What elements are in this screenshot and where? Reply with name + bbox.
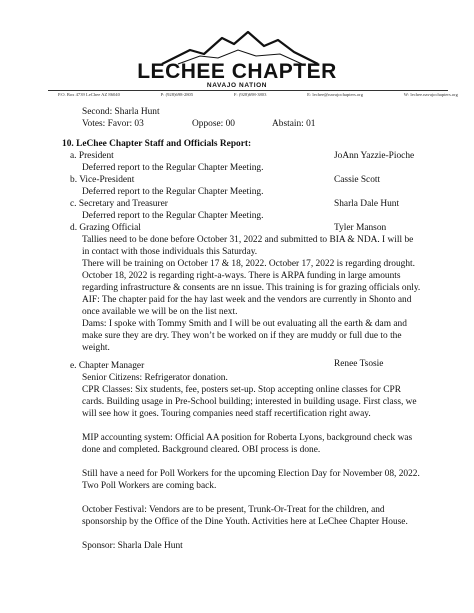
section-title: 10. LeChee Chapter Staff and Officials Report: <box>62 139 252 149</box>
manager-line: will see how it goes. Touring companies need staff recertification right away. <box>82 409 371 419</box>
chapter-name: LECHEE CHAPTER <box>137 60 337 83</box>
votes-favor: Votes: Favor: 03 <box>82 119 144 129</box>
sponsor-line: Sponsor: Sharla Dale Hunt <box>82 541 183 551</box>
poll-line: Still have a need for Poll Workers for the upcoming Election Day for November 08, 2022. <box>82 469 420 479</box>
grazing-line: once available we will be on the list next. <box>82 307 238 317</box>
festival-line: October Festival: Vendors are to be present, Trunk-Or-Treat for the children, and <box>82 505 385 515</box>
note-vice-president: Deferred report to the Regular Chapter Meeting. <box>82 187 264 197</box>
votes-abstain: Abstain: 01 <box>272 119 316 129</box>
person-vice-president: Cassie Scott <box>334 175 381 185</box>
grazing-line: Tallies need to be done before October 31, 2022 and submitted to BIA & NDA. I will be <box>82 235 414 245</box>
contact-fax: F: (928)698-3803 <box>233 92 267 97</box>
item-president: a. President <box>70 151 114 161</box>
note-president: Deferred report to the Regular Chapter Meeting. <box>82 163 264 173</box>
person-grazing: Tyler Manson <box>334 223 387 233</box>
mip-line: done and completed. Background cleared. OBI process is done. <box>82 445 321 455</box>
person-chapter-manager: Renee Tsosie <box>334 359 384 369</box>
nation-name: NAVAJO NATION <box>206 82 268 89</box>
person-president: JoAnn Yazzie-Pioche <box>334 151 415 161</box>
contact-email: E: lechee@navajochapters.org <box>307 92 364 97</box>
item-grazing: d. Grazing Official <box>70 223 141 233</box>
note-secretary: Deferred report to the Regular Chapter Meeting. <box>82 211 264 221</box>
grazing-line: regarding infrastructure & consents are nn issue. This training is for grazing officials only. <box>82 283 421 293</box>
contact-line <box>58 92 458 97</box>
item-chapter-manager: e. Chapter Manager <box>70 361 145 371</box>
manager-line: Senior Citizens: Refrigerator donation. <box>82 373 228 383</box>
person-secretary: Sharla Dale Hunt <box>334 199 400 209</box>
grazing-line: weight. <box>82 343 110 353</box>
grazing-line: AIF: The chapter paid for the hay last week and the vendors are currently in Shonto and <box>82 295 412 305</box>
contact-phone: P: (928)698-2805 <box>160 92 194 97</box>
votes-oppose: Oppose: 00 <box>192 119 235 129</box>
manager-line: cards. Building usage in Pre-School building; interested in building usage. First class, we <box>82 397 417 407</box>
mip-line: MIP accounting system: Official AA position for Roberta Lyons, background check was <box>82 433 413 443</box>
poll-line: Two Poll Workers are coming back. <box>82 481 217 491</box>
grazing-line: Dams: I spoke with Tommy Smith and I will be out evaluating all the earth & dam and <box>82 319 407 329</box>
item-secretary: c. Secretary and Treasurer <box>70 199 168 209</box>
item-vice-president: b. Vice-President <box>70 175 135 185</box>
festival-line: sponsorship by the Office of the Dine Youth. Activities here at LeChee Chapter House. <box>82 517 408 527</box>
grazing-line: October 18, 2022 is regarding right-a-ways. There is ARPA funding in large amounts <box>82 271 401 281</box>
grazing-line: make sure they are dry. They won’t be worked on if they are muddy or full due to the <box>82 331 402 341</box>
contact-website: W: lechee.navajochapters.org <box>403 92 458 97</box>
grazing-line: in contact with those individuals this Saturday. <box>82 247 258 257</box>
grazing-line: There will be training on October 17 & 18, 2022. October 17, 2022 is regarding drought. <box>82 259 416 269</box>
header-rule <box>48 90 448 91</box>
manager-line: CPR Classes: Six students, fee, posters set-up. Stop accepting online classes for CPR <box>82 385 401 395</box>
contact-address: P.O. Box 4739 LeChee AZ 86040 <box>58 92 120 97</box>
second-line: Second: Sharla Hunt <box>82 107 160 117</box>
